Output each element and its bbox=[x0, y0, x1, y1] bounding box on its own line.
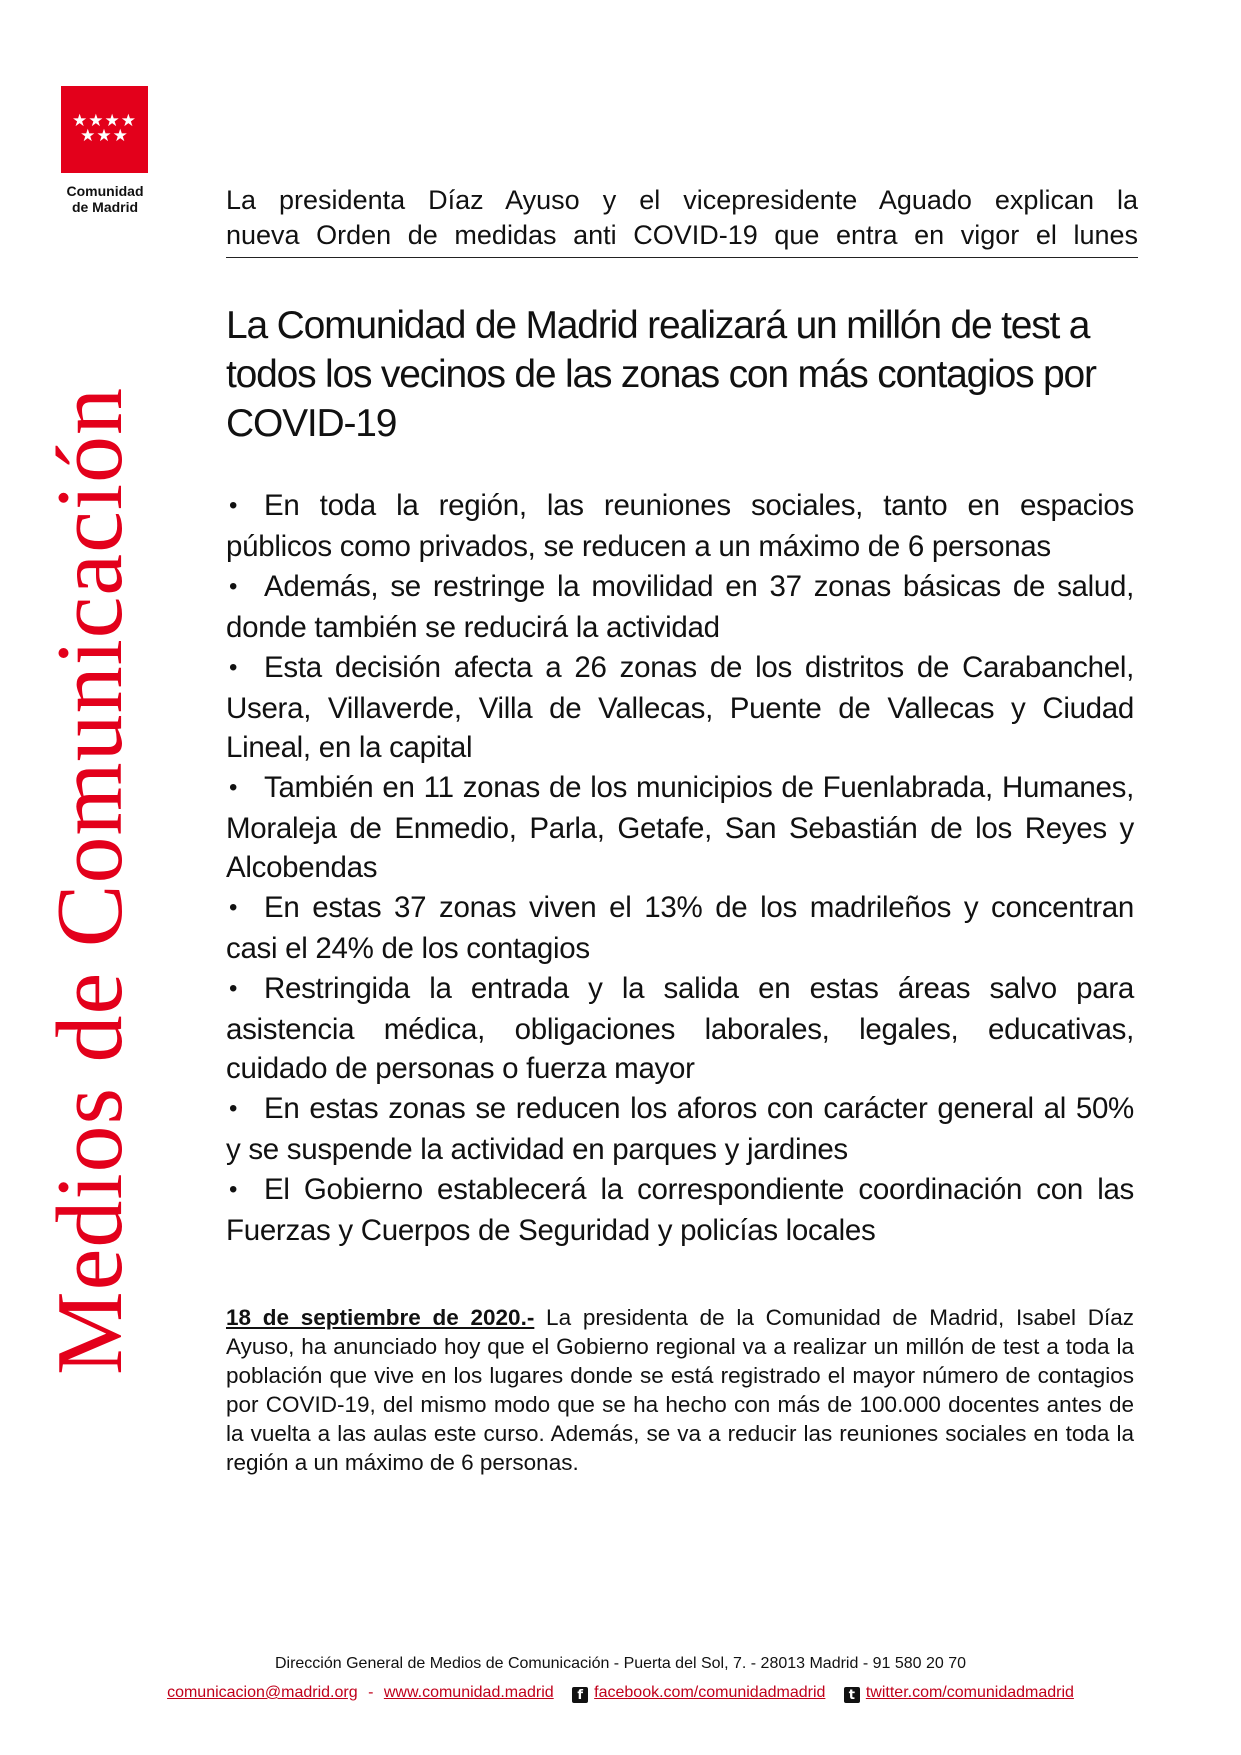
logo-org-name bbox=[55, 183, 155, 215]
footer-address: Dirección General de Medios de Comunicación - Puerta del Sol, 7. - 28013 Madrid - 91 580 20 70 bbox=[274, 1655, 967, 1672]
key-point-text: En estas zonas se reducen los aforos con carácter general al 50% y se suspende la actividad en parques y jardines bbox=[226, 1092, 1134, 1166]
subtitle-line2: nueva Orden de medidas anti COVID-19 que entra en vigor el lunes bbox=[226, 220, 1138, 250]
bullet-icon bbox=[226, 648, 264, 689]
email-link[interactable]: comunicacion@madrid.org bbox=[167, 1684, 358, 1701]
press-subtitle bbox=[226, 183, 1138, 258]
key-point-text: Restringida la entrada y la salida en estas áreas salvo para asistencia médica, obligaciones laborales, legales, educativas, cuidado de personas o fuerza mayor bbox=[226, 972, 1134, 1085]
press-date: 18 de septiembre de 2020.- bbox=[226, 1305, 535, 1330]
key-point bbox=[226, 567, 1134, 647]
bullet-icon bbox=[226, 969, 264, 1010]
press-headline: La Comunidad de Madrid realizará un millón de test a todos los vecinos de las zonas con más contagios por COVID-19 bbox=[226, 304, 1096, 445]
key-point-text: El Gobierno establecerá la correspondiente coordinación con las Fuerzas y Cuerpos de Seguridad y policías locales bbox=[226, 1173, 1134, 1247]
twitter-link[interactable]: twitter.com/comunidadmadrid bbox=[865, 1684, 1074, 1701]
key-point bbox=[226, 768, 1134, 887]
footer-separator: - bbox=[368, 1684, 374, 1701]
logo-org-name-line1: Comunidad bbox=[66, 183, 144, 199]
bullet-icon bbox=[226, 1170, 264, 1211]
logo-stars-bottom-row: ★★★ bbox=[80, 126, 129, 146]
key-points-list bbox=[226, 486, 1134, 1251]
side-banner bbox=[40, 266, 140, 1496]
key-point-text: En estas 37 zonas viven el 13% de los madrileños y concentran casi el 24% de los contagios bbox=[226, 891, 1134, 965]
bullet-icon bbox=[226, 567, 264, 608]
facebook-icon: f bbox=[572, 1687, 588, 1703]
bullet-icon bbox=[226, 888, 264, 929]
key-point-text: También en 11 zonas de los municipios de Fuenlabrada, Humanes, Moraleja de Enmedio, Parla, Getafe, San Sebastián de los Reyes y Alcobendas bbox=[226, 771, 1134, 884]
key-point bbox=[226, 1089, 1134, 1169]
key-point-text: Además, se restringe la movilidad en 37 zonas básicas de salud, donde también se reducirá la actividad bbox=[226, 570, 1134, 644]
comunidad-madrid-logo bbox=[61, 86, 148, 173]
subtitle-line1: La presidenta Díaz Ayuso y el vicepresidente Aguado explican la bbox=[226, 185, 1138, 215]
key-point bbox=[226, 969, 1134, 1088]
website-link[interactable]: www.comunidad.madrid bbox=[383, 1684, 554, 1701]
key-point bbox=[226, 648, 1134, 767]
key-point bbox=[226, 888, 1134, 968]
logo-stars-top-row: ★★★★ bbox=[72, 111, 137, 131]
logo-org-name-line2: de Madrid bbox=[71, 199, 139, 215]
bullet-icon bbox=[226, 768, 264, 809]
facebook-link[interactable]: facebook.com/comunidadmadrid bbox=[594, 1684, 826, 1701]
twitter-icon: t bbox=[844, 1687, 860, 1703]
press-body-paragraph bbox=[226, 1303, 1134, 1477]
key-point bbox=[226, 1170, 1134, 1250]
bullet-icon bbox=[226, 1089, 264, 1130]
side-banner-text: Medios de Comunicación bbox=[38, 387, 142, 1375]
press-body-text: La presidenta de la Comunidad de Madrid, Isabel Díaz Ayuso, ha anunciado hoy que el Gobierno regional va a realizar un millón de test a toda la población que vive en los lugares donde se está registrado el mayor número de contagios por COVID-19, del mismo modo que se ha hecho con más de 100.000 docentes antes de la vuelta a las aulas este curso. Además, se va a reducir las reuniones sociales en toda la región a un máximo de 6 personas. bbox=[226, 1305, 1134, 1475]
footer-links bbox=[0, 1684, 1241, 1703]
key-point bbox=[226, 486, 1134, 566]
key-point-text: En toda la región, las reuniones sociales, tanto en espacios públicos como privados, se reducen a un máximo de 6 personas bbox=[226, 489, 1134, 563]
bullet-icon bbox=[226, 486, 264, 527]
key-point-text: Esta decisión afecta a 26 zonas de los distritos de Carabanchel, Usera, Villaverde, Villa de Vallecas, Puente de Vallecas y Ciudad Lineal, en la capital bbox=[226, 651, 1134, 764]
